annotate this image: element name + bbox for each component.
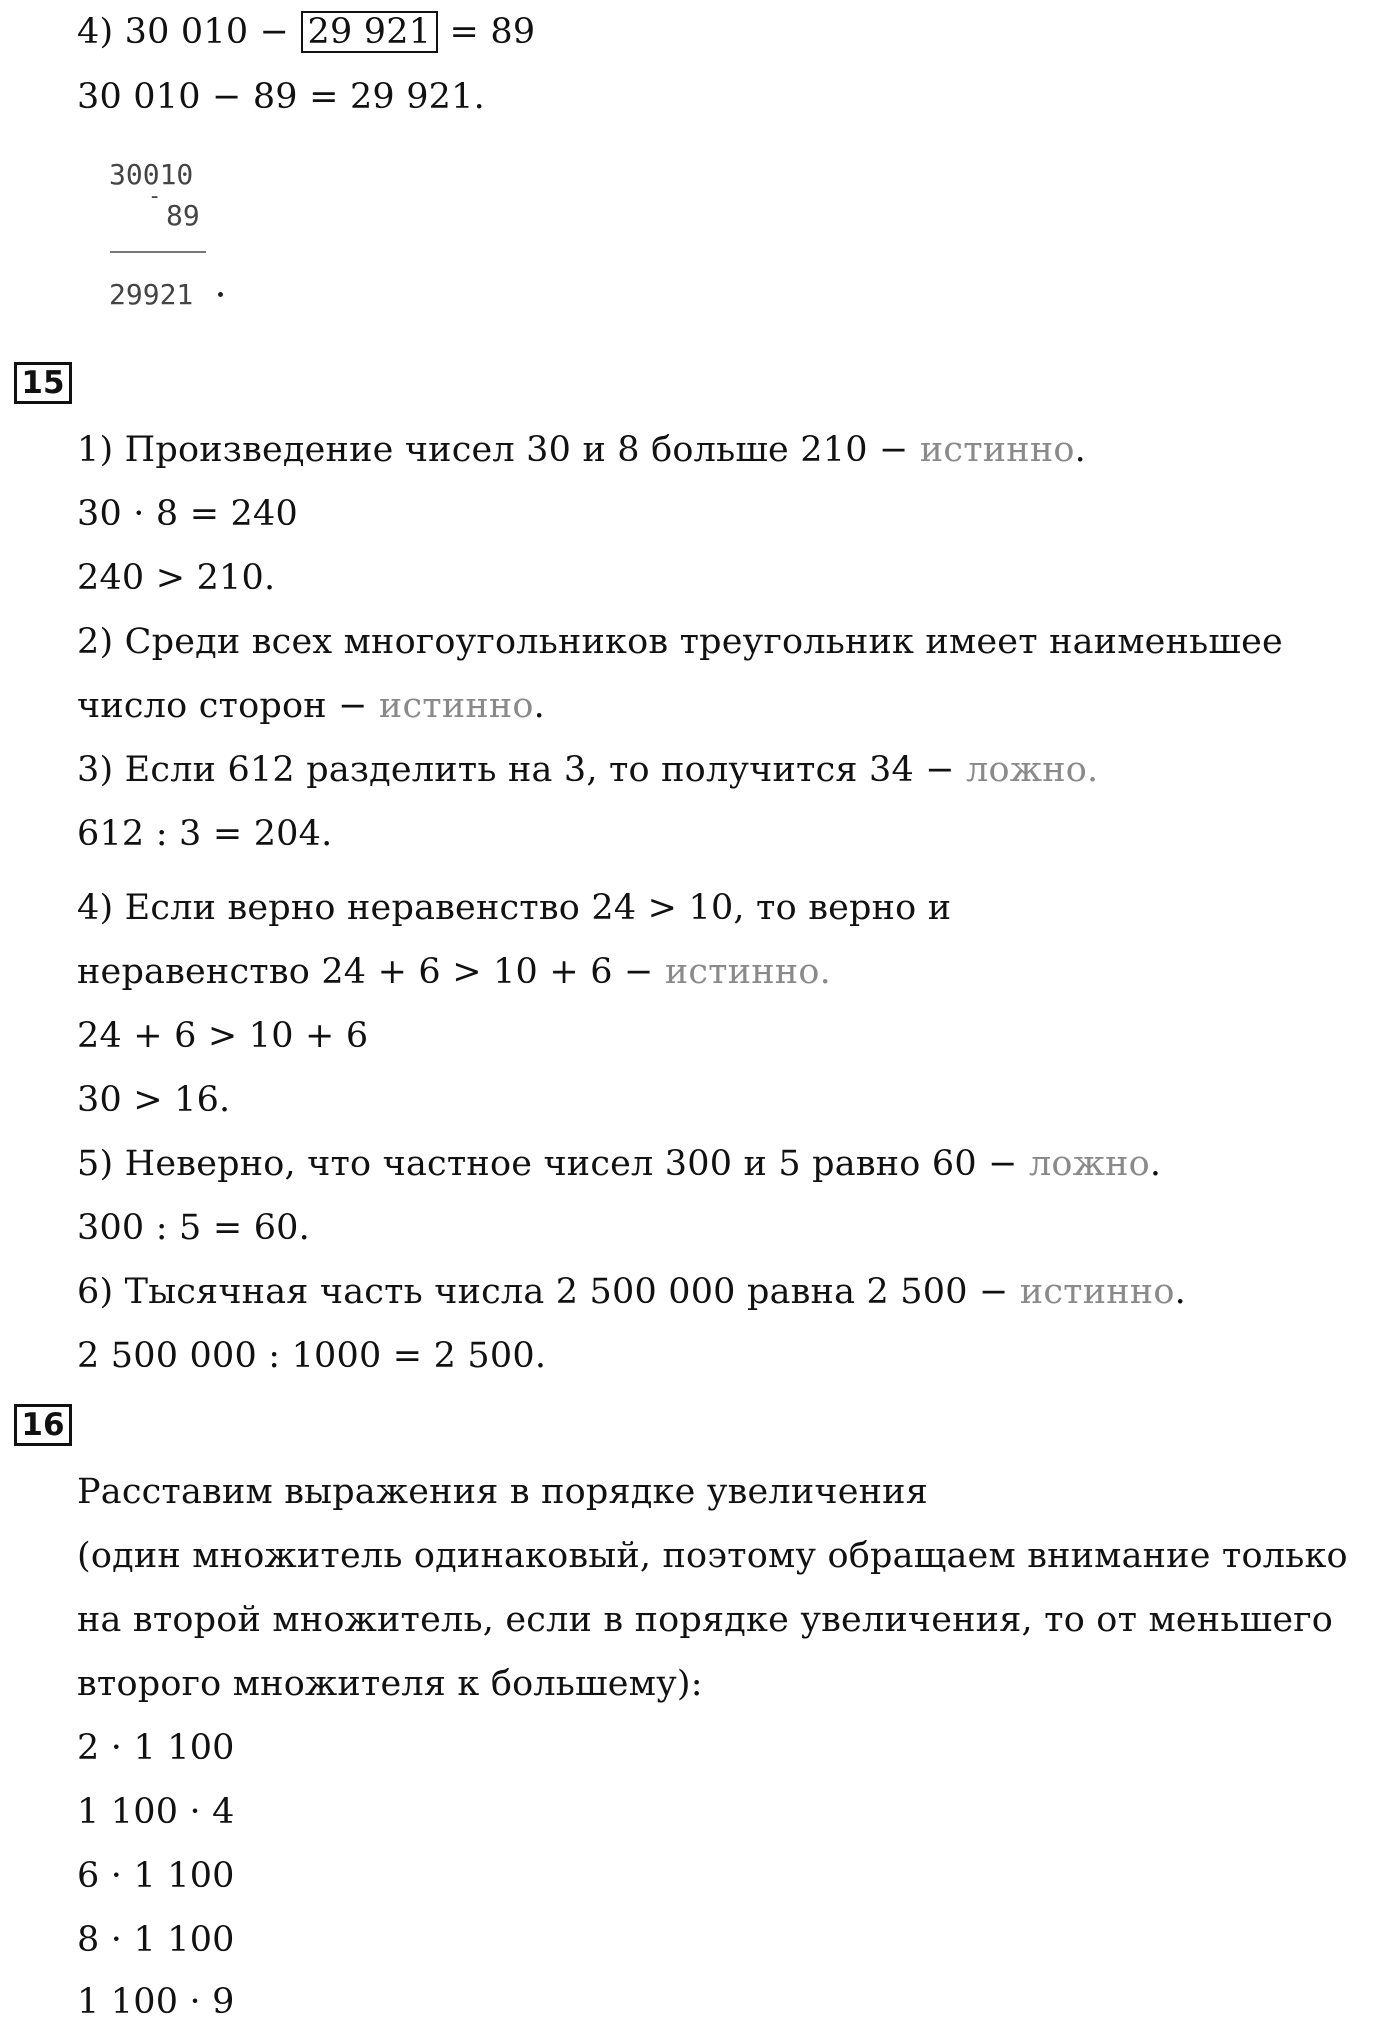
ordered-expression: 2 · 1 100 xyxy=(77,1728,235,1768)
task-text: на второй множитель, если в порядке увеличения, то от меньшего xyxy=(77,1600,1334,1640)
statement-text: 1) Произведение чисел 30 и 8 больше 210 − xyxy=(77,430,920,470)
statement-2: 2) Среди всех многоугольников треугольник имеет наименьшее xyxy=(77,622,1283,662)
statement-5 xyxy=(77,1142,1161,1186)
statement-text: число сторон − xyxy=(77,686,379,726)
answer-label: истинно. xyxy=(664,952,831,992)
calc-line: 2 500 000 : 1000 = 2 500. xyxy=(77,1336,547,1376)
task-number-15: 15 xyxy=(14,362,72,404)
calc-line: 612 : 3 = 204. xyxy=(77,814,333,854)
ordered-expression: 1 100 · 4 xyxy=(77,1792,235,1832)
task-text: Расставим выражения в порядке увеличения xyxy=(77,1472,928,1512)
equation-line xyxy=(77,10,535,54)
statement-text: неравенство 24 + 6 > 10 + 6 − xyxy=(77,952,665,992)
subtrahend: 89 xyxy=(166,199,200,232)
statement-3 xyxy=(77,748,1098,792)
answer-label: ложно xyxy=(1029,1144,1150,1184)
equation-right: = 89 xyxy=(438,12,536,52)
check-line: 30 010 − 89 = 29 921. xyxy=(77,77,485,117)
statement-1 xyxy=(77,428,1086,472)
difference: 29921 xyxy=(109,278,194,311)
answer-label: ложно. xyxy=(966,750,1099,790)
punctuation: . xyxy=(533,686,545,726)
task-number-16: 16 xyxy=(14,1404,72,1446)
equation-left: 4) 30 010 − xyxy=(77,12,301,52)
task-text: второго множителя к большему): xyxy=(77,1664,703,1704)
statement-text: 3) Если 612 разделить на 3, то получится 34 − xyxy=(77,750,967,790)
column-rule xyxy=(110,251,206,253)
answer-label: истинно xyxy=(378,686,534,726)
punctuation: . xyxy=(1149,1144,1162,1184)
minus-sign: - xyxy=(148,184,162,209)
calc-line: 300 : 5 = 60. xyxy=(77,1208,310,1248)
statement-2-cont xyxy=(77,684,545,728)
answer-label: истинно xyxy=(1019,1272,1175,1312)
ordered-expression: 8 · 1 100 xyxy=(77,1920,235,1960)
answer-label: истинно xyxy=(919,430,1075,470)
statement-text: 6) Тысячная часть числа 2 500 000 равна 2 500 − xyxy=(77,1272,1020,1312)
period-dot xyxy=(218,292,223,297)
calc-line: 24 + 6 > 10 + 6 xyxy=(77,1016,369,1056)
boxed-answer: 29 921 xyxy=(301,11,439,53)
statement-6 xyxy=(77,1270,1186,1314)
ordered-expression: 6 · 1 100 xyxy=(77,1856,235,1896)
calc-line: 30 > 16. xyxy=(77,1080,231,1120)
calc-line: 240 > 210. xyxy=(77,558,276,598)
minuend: 30010 xyxy=(109,158,194,191)
task-text: (один множитель одинаковый, поэтому обращаем внимание только xyxy=(77,1536,1348,1576)
punctuation: . xyxy=(1174,1272,1186,1312)
statement-4-cont xyxy=(77,950,831,994)
statement-text: 5) Неверно, что частное чисел 300 и 5 равно 60 − xyxy=(77,1144,1029,1184)
ordered-expression: 1 100 · 9 xyxy=(77,1982,235,2022)
calc-line: 30 · 8 = 240 xyxy=(77,494,298,534)
punctuation: . xyxy=(1074,430,1086,470)
statement-4: 4) Если верно неравенство 24 > 10, то верно и xyxy=(77,888,952,928)
